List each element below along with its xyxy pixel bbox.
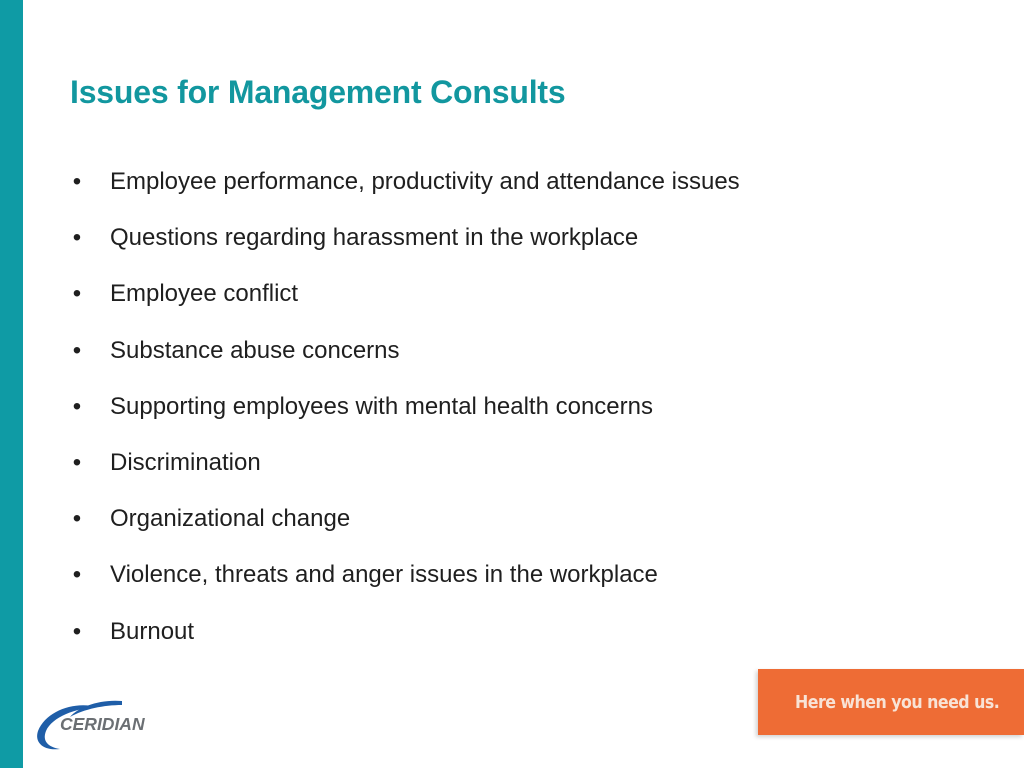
bullet-dot-icon: • [72,448,82,476]
bullet-dot-icon: • [72,392,82,420]
bullet-text: Employee conflict [110,280,299,308]
bullet-text: Supporting employees with mental health concerns [110,392,653,420]
left-accent-bar [0,0,23,768]
bullet-dot-icon: • [72,224,82,252]
bullet-text: Employee performance, productivity and attendance issues [110,168,740,195]
bullet-dot-icon: • [72,336,82,364]
bullet-item [70,445,740,501]
bullet-text: Questions regarding harassment in the workplace [110,224,639,252]
bullet-dot-icon: • [72,617,82,645]
bullet-item [70,501,740,557]
bullet-item [70,164,740,220]
bullet-list [70,164,740,670]
bullet-text: Discrimination [110,448,261,476]
bullet-item [70,557,740,613]
bullet-text: Burnout [110,617,195,645]
slide-title: Issues for Management Consults [70,74,566,110]
bullet-dot-icon: • [72,505,82,533]
bullet-item [70,276,740,332]
bullet-dot-icon: • [72,168,82,195]
logo-wordmark: CERIDIAN [60,714,145,734]
bullet-text: Organizational change [110,505,351,533]
bullet-item [70,333,740,389]
bullet-dot-icon: • [72,561,82,589]
ceridian-logo [34,697,184,755]
bullet-item [70,220,740,276]
tagline-text: Here when you need us. [795,691,1000,713]
bullet-text: Substance abuse concerns [110,336,400,364]
bullet-item [70,614,740,670]
ceridian-swoosh-icon [34,697,184,755]
bullet-dot-icon: • [72,280,82,308]
bullet-item [70,389,740,445]
bullet-text: Violence, threats and anger issues in the workplace [110,561,658,589]
tagline-banner [758,669,1024,735]
